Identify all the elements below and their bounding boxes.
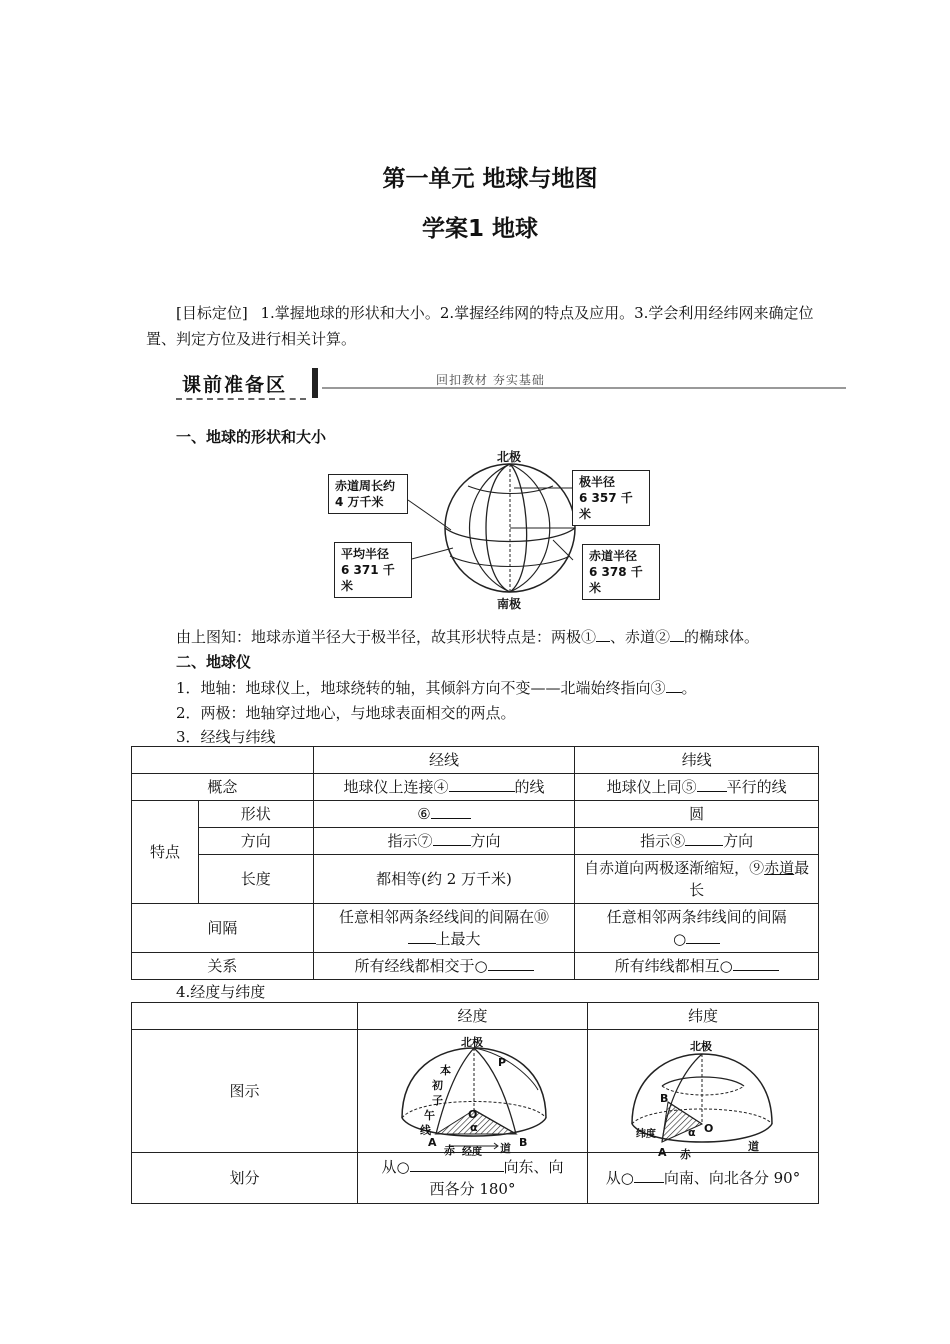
- fig-north-label: 北极: [461, 1036, 483, 1049]
- conclusion-part-c: 的椭球体。: [684, 628, 760, 646]
- header-meridian: 经线: [313, 747, 575, 774]
- fig-equator-2: 道: [748, 1140, 759, 1153]
- fig-prime-meridian-5: 线: [420, 1124, 431, 1137]
- header-longitude: 经度: [358, 1003, 588, 1030]
- cell-text: 任意相邻两条纬线间的间隔: [606, 908, 787, 926]
- equatorial-radius-label: 赤道半径: [589, 549, 638, 563]
- row-label-length: 长度: [198, 855, 313, 904]
- polar-radius-label: 极半径: [579, 475, 616, 489]
- banner-right-label: 回扣教材 夯实基础: [436, 373, 545, 387]
- equatorial-radius-box: [582, 544, 660, 600]
- table-row: [132, 855, 819, 904]
- fig-alpha-label: α: [688, 1126, 696, 1139]
- south-pole-label: 南极: [497, 597, 522, 611]
- division-latitude: [588, 1153, 819, 1204]
- fig-equator-1: 赤: [444, 1144, 455, 1157]
- longitude-latitude-table: [131, 1002, 819, 1204]
- fig-prime-meridian-4: 午: [424, 1109, 435, 1122]
- fig-a-label: A: [658, 1146, 667, 1159]
- latitude-figure: [588, 1030, 818, 1161]
- cell-text: 自赤道向两极逐渐缩短，⑨: [584, 859, 765, 877]
- section2-item1: [176, 677, 697, 698]
- mean-radius-value: 6 371 千米: [341, 563, 395, 593]
- cell-text: 上最大: [435, 930, 481, 948]
- longitude-figure-cell: [358, 1030, 588, 1158]
- direction-parallel: [575, 828, 819, 855]
- row-label-direction: 方向: [198, 828, 313, 855]
- blank-10[interactable]: [408, 943, 436, 944]
- row-label-feature: 特点: [132, 801, 199, 904]
- blank-7[interactable]: [433, 845, 471, 846]
- banner-rule: [322, 387, 846, 389]
- cell-text: 最长: [689, 859, 810, 899]
- table-row: [132, 774, 819, 801]
- cell-text: ⑥: [417, 805, 431, 823]
- blank-4[interactable]: [449, 791, 515, 792]
- objectives: [146, 300, 816, 352]
- item1-end: 。: [681, 679, 697, 697]
- cell-text: 指示⑧: [640, 832, 686, 850]
- cell-text: 从○: [605, 1169, 634, 1187]
- objectives-text: 1.掌握地球的形状和大小。2.掌握经纬网的特点及应用。3.学会利用经纬网来确定位置、判定方位及进行相关计算。: [146, 304, 814, 348]
- shape-meridian: [313, 801, 575, 828]
- blank-8[interactable]: [685, 845, 723, 846]
- header-parallel: 纬线: [575, 747, 819, 774]
- section4-heading: 4.经度与纬度: [176, 983, 266, 1001]
- blank-13[interactable]: [733, 970, 779, 971]
- blank-15[interactable]: [634, 1182, 664, 1183]
- cell-text: 平行的线: [726, 778, 787, 796]
- blank-12[interactable]: [488, 970, 534, 971]
- relation-parallel: [575, 953, 819, 980]
- direction-meridian: [313, 828, 575, 855]
- section-banner: [176, 368, 850, 402]
- equator-circumference-box: [328, 474, 408, 514]
- section2-item2: 2．两极：地轴穿过地心，与地球表面相交的两点。: [176, 704, 516, 722]
- banner-divider: [312, 368, 318, 398]
- length-parallel: [575, 855, 819, 904]
- blank-1[interactable]: [596, 641, 610, 642]
- conclusion-part-b: 、赤道②: [610, 628, 671, 646]
- table-row: [132, 1003, 819, 1030]
- cell-text: 向南、向北各分 90°: [663, 1169, 801, 1187]
- fig-alpha-label: α: [470, 1121, 478, 1134]
- row-label-division: 划分: [132, 1153, 358, 1204]
- fig-prime-meridian-1: 本: [440, 1064, 451, 1077]
- fig-b-label: B: [660, 1092, 669, 1105]
- fig-north-label: 北极: [690, 1040, 712, 1053]
- table-row: [132, 828, 819, 855]
- section1-conclusion: [176, 626, 759, 647]
- blank-6[interactable]: [431, 818, 471, 819]
- interval-parallel: [575, 904, 819, 953]
- relation-meridian: [313, 953, 575, 980]
- row-label-relation: 关系: [132, 953, 314, 980]
- polar-radius-value: 6 357 千米: [579, 491, 633, 521]
- interval-meridian: [313, 904, 575, 953]
- blank-2[interactable]: [670, 641, 684, 642]
- table-row: [132, 747, 819, 774]
- fig-prime-meridian-3: 子: [432, 1094, 443, 1107]
- equatorial-radius-value: 6 378 千米: [589, 565, 643, 595]
- cell-text: 方向: [470, 832, 501, 850]
- fig-latitude-label: 纬度: [636, 1129, 656, 1140]
- row-label-interval: 间隔: [132, 904, 314, 953]
- cell-text: 方向: [723, 832, 754, 850]
- banner-underline: [176, 398, 306, 400]
- cell-text: ○: [673, 930, 687, 948]
- cell-text: 地球仪上同⑤: [606, 778, 697, 796]
- answer-underlined: 赤道: [764, 859, 795, 877]
- item1-text: 1．地轴：地球仪上，地球绕转的轴，其倾斜方向不变——北端始终指向③: [176, 679, 666, 697]
- table-row: [132, 953, 819, 980]
- shape-parallel: 圆: [575, 801, 819, 828]
- row-label-figure: 图示: [132, 1030, 358, 1153]
- row-label-shape: 形状: [198, 801, 313, 828]
- table-cell: [132, 1003, 358, 1030]
- table-row: [132, 904, 819, 953]
- fig-o-label: O: [468, 1108, 478, 1121]
- objectives-label: [目标定位]: [176, 304, 248, 322]
- conclusion-part-a: 由上图知：地球赤道半径大于极半径，故其形状特点是：两极①: [176, 628, 597, 646]
- fig-b-label: B: [519, 1136, 528, 1149]
- fig-o-label: O: [704, 1122, 714, 1135]
- concept-meridian: [313, 774, 575, 801]
- page-title: 第一单元 地球与地图: [382, 166, 598, 192]
- fig-equator-2: 道: [500, 1142, 511, 1155]
- header-latitude: 纬度: [588, 1003, 819, 1030]
- north-pole-label: 北极: [497, 450, 522, 464]
- mean-radius-label: 平均半径: [341, 547, 390, 561]
- section2-heading: 二、地球仪: [176, 653, 252, 671]
- blank-3[interactable]: [666, 692, 682, 693]
- table-row: [132, 1030, 819, 1153]
- cell-text: 向东、向: [503, 1158, 564, 1176]
- blank-14[interactable]: [410, 1171, 504, 1172]
- banner-left-label: 课前准备区: [182, 374, 288, 396]
- row-label-concept: 概念: [132, 774, 314, 801]
- equator-circumference-label: 赤道周长约: [335, 479, 396, 493]
- cell-text: 从○: [381, 1158, 410, 1176]
- page-subtitle: 学案1 地球: [421, 216, 538, 242]
- longitude-figure: [358, 1030, 587, 1158]
- table-cell: [132, 747, 314, 774]
- fig-p-label: P: [498, 1056, 507, 1069]
- cell-text: 地球仪上连接④: [343, 778, 449, 796]
- section2-item3: 3．经线与纬线: [176, 728, 276, 746]
- cell-text: 的线: [514, 778, 545, 796]
- blank-5[interactable]: [697, 791, 727, 792]
- table-row: [132, 801, 819, 828]
- fig-equator-1: 赤: [680, 1148, 691, 1161]
- fig-a-label: A: [428, 1136, 437, 1149]
- polar-radius-box: [572, 470, 650, 526]
- length-meridian: 都相等(约 2 万千米): [313, 855, 575, 904]
- concept-parallel: [575, 774, 819, 801]
- cell-text: 所有纬线都相互○: [614, 957, 733, 975]
- earth-figure: [328, 448, 658, 613]
- equator-circumference-value: 4 万千米: [335, 495, 384, 509]
- fig-prime-meridian-2: 初: [432, 1079, 443, 1092]
- blank-11[interactable]: [686, 943, 720, 944]
- cell-text: 西各分 180°: [429, 1180, 516, 1198]
- cell-text: 所有经线都相交于○: [354, 957, 488, 975]
- cell-text: 任意相邻两条经线间的间隔在⑩: [339, 908, 550, 926]
- meridian-parallel-table: [131, 746, 819, 980]
- fig-longitude-label: 经度: [462, 1147, 482, 1158]
- mean-radius-box: [334, 542, 412, 598]
- section1-heading: 一、地球的形状和大小: [176, 428, 327, 446]
- latitude-figure-cell: [588, 1030, 819, 1161]
- cell-text: 指示⑦: [387, 832, 433, 850]
